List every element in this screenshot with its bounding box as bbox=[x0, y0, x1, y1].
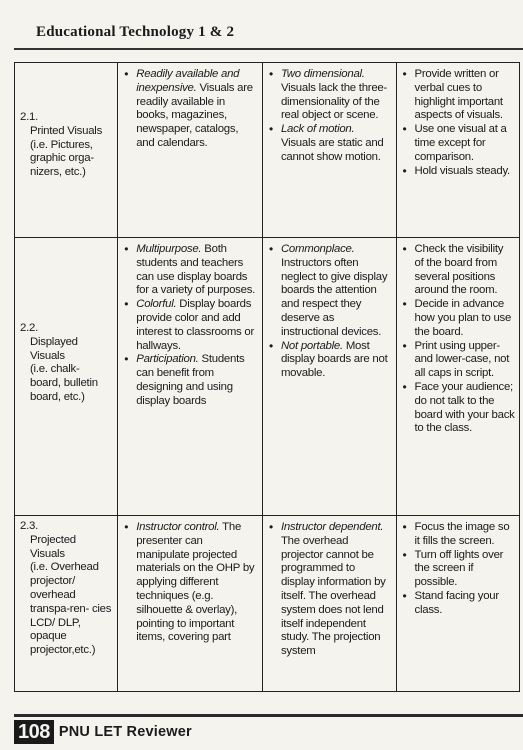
category-cell bbox=[15, 238, 118, 516]
list-item: • Stand facing your class. bbox=[402, 590, 515, 618]
advantages-list bbox=[123, 68, 258, 151]
item-text: Instructors often neglect to give display boards the attention and respect they deserve as instructional devices. bbox=[280, 256, 388, 338]
media-table bbox=[14, 62, 520, 692]
item-lead: Commonplace. bbox=[280, 243, 355, 255]
item-lead: Lack of motion. bbox=[280, 123, 355, 136]
table-row bbox=[15, 516, 520, 692]
advantages-list bbox=[123, 521, 258, 645]
category-name: Displayed Visuals bbox=[30, 335, 78, 362]
list-item bbox=[268, 123, 392, 164]
item-text: The presenter can manipulate projected materials on the OHP by applying different techniques (e.g. silhouette & overlay), pointing to important items, covering part bbox=[136, 521, 255, 644]
table-row bbox=[15, 63, 520, 238]
category-cell bbox=[15, 516, 118, 692]
limitations-list bbox=[268, 243, 392, 381]
list-item bbox=[123, 353, 258, 408]
limitations-list bbox=[268, 521, 392, 659]
advantages-cell bbox=[118, 516, 263, 692]
list-item bbox=[268, 243, 392, 340]
item-text: Both students and teachers can use display boards for a variety of purposes. bbox=[136, 243, 256, 297]
tips-list bbox=[402, 68, 515, 178]
list-item: • Provide written or verbal cues to highlight important aspects of visuals. bbox=[402, 68, 515, 123]
category-name: Printed Visuals bbox=[30, 124, 103, 137]
item-text: Visuals lack the three-dimensionality of the real object or scene. bbox=[280, 81, 388, 122]
list-item: • Face your audience; do not talk to the board with your back to the class. bbox=[402, 381, 515, 436]
category-examples: (i.e. chalk- board, bulletin board, etc.) bbox=[30, 363, 98, 403]
list-item bbox=[123, 68, 258, 151]
category-cell bbox=[15, 63, 118, 238]
list-item: • Use one visual at a time except for comparison. bbox=[402, 123, 515, 164]
book-title: PNU LET Reviewer bbox=[58, 724, 192, 740]
item-text: Display boards provide color and add interest to classrooms or hallways. bbox=[136, 298, 255, 352]
item-text: Students can benefit from designing and using display boards bbox=[136, 353, 245, 407]
advantages-cell bbox=[118, 238, 263, 516]
category-number: 2.3. bbox=[20, 520, 38, 532]
table-row bbox=[15, 238, 520, 516]
list-item bbox=[268, 521, 392, 659]
footer-rule bbox=[14, 714, 523, 717]
list-item: • Hold visuals steady. bbox=[402, 165, 515, 179]
tips-cell bbox=[396, 516, 519, 692]
list-item bbox=[268, 68, 392, 123]
limitations-cell bbox=[262, 63, 396, 238]
tips-cell bbox=[396, 238, 519, 516]
page-number: 108 bbox=[14, 720, 54, 744]
list-item bbox=[123, 521, 258, 645]
list-item bbox=[123, 243, 258, 298]
header-rule bbox=[14, 48, 523, 50]
list-item: • Focus the image so it fills the screen. bbox=[402, 521, 515, 549]
advantages-cell bbox=[118, 63, 263, 238]
category-number: 2.1. bbox=[20, 111, 38, 123]
limitations-cell bbox=[262, 516, 396, 692]
list-item: • Check the visibility of the board from several positions around the room. bbox=[402, 243, 515, 298]
limitations-cell bbox=[262, 238, 396, 516]
page-footer bbox=[14, 719, 192, 745]
category-examples: (i.e. Pictures, graphic orga- nizers, etc.) bbox=[30, 138, 94, 179]
category-examples: (i.e. Overhead projector/ overhead transpa-ren- cies LCD/ DLP, opaque projector,etc.) bbox=[30, 561, 112, 657]
item-text: Most display boards are not movable. bbox=[280, 339, 388, 380]
item-lead: Readily available and inexpensive. bbox=[136, 68, 240, 94]
list-item: • Turn off lights over the screen if possible. bbox=[402, 549, 515, 590]
item-text: The overhead projector cannot be programmed to display information by itself. The overhead system does not lend itself independent study. The projection system bbox=[280, 534, 386, 658]
item-text: Visuals are static and cannot show motion. bbox=[280, 136, 384, 163]
tips-cell bbox=[396, 63, 519, 238]
limitations-list bbox=[268, 68, 392, 165]
category-number: 2.2. bbox=[20, 322, 38, 334]
tips-list bbox=[402, 521, 515, 618]
item-text: Visuals are readily available in books, magazines, newspaper, catalogs, and calendars. bbox=[136, 81, 253, 149]
list-item bbox=[268, 340, 392, 381]
advantages-list bbox=[123, 243, 258, 409]
item-lead: Instructor control. bbox=[136, 521, 220, 533]
list-item: • Decide in advance how you plan to use the board. bbox=[402, 298, 515, 339]
item-lead: Instructor dependent. bbox=[280, 521, 384, 533]
item-lead: Multipurpose. bbox=[136, 243, 202, 255]
item-lead: Two dimensional. bbox=[280, 68, 365, 80]
item-lead: Colorful. bbox=[136, 298, 177, 311]
running-header: Educational Technology 1 & 2 bbox=[36, 24, 235, 40]
tips-list bbox=[402, 243, 515, 436]
item-lead: Not portable. bbox=[280, 339, 343, 352]
category-name: Projected Visuals bbox=[30, 533, 76, 560]
list-item: • Print using upper-and lower-case, not all caps in script. bbox=[402, 340, 515, 381]
list-item bbox=[123, 298, 258, 353]
item-lead: Participation. bbox=[136, 353, 199, 366]
